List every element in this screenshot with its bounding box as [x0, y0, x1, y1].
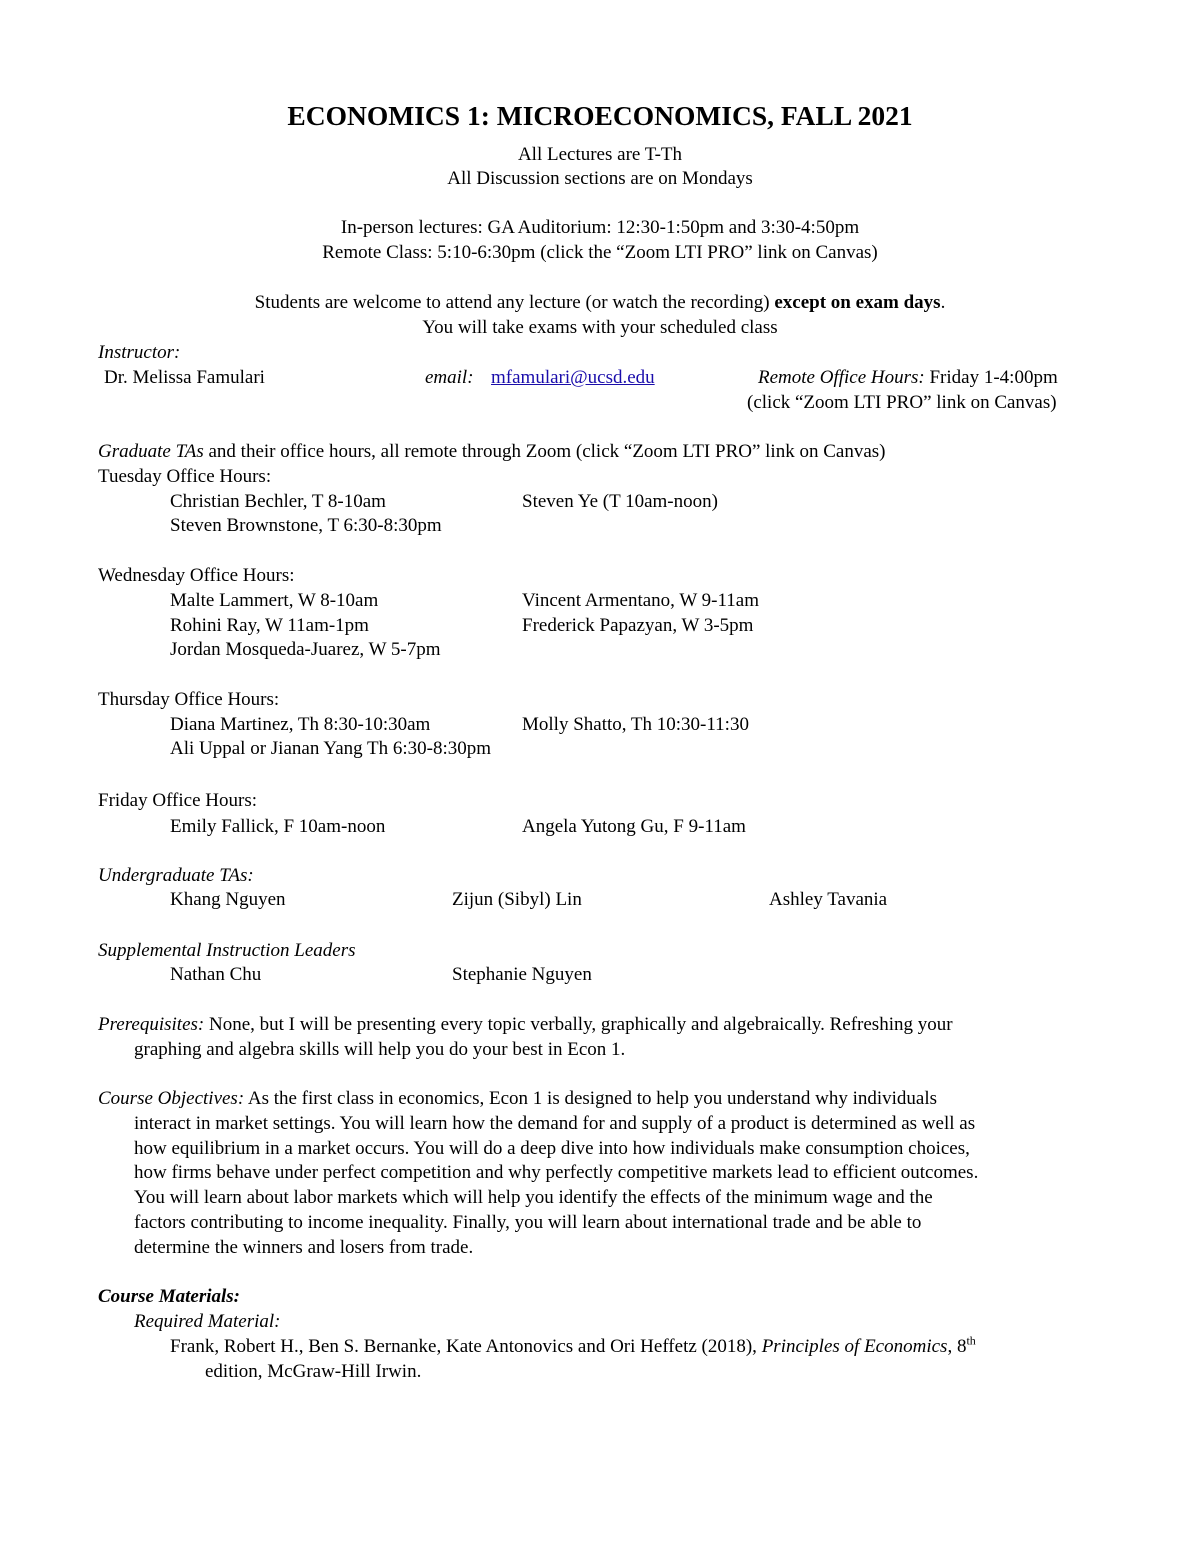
ta-entry: Malte Lammert, W 8-10am	[170, 590, 379, 611]
objectives-line: how equilibrium in a market occurs. You will do a deep dive into how individuals make consumption choices,	[134, 1138, 970, 1159]
objectives-line: interact in market settings. You will learn how the demand for and supply of a product is determined as well as	[134, 1113, 976, 1134]
ta-entry: Molly Shatto, Th 10:30-11:30	[522, 714, 749, 735]
office-hours: Remote Office Hours: Friday 1-4:00pm	[758, 367, 1058, 388]
undergrad-ta: Zijun (Sibyl) Lin	[452, 889, 582, 910]
ta-entry: Ali Uppal or Jianan Yang Th 6:30-8:30pm	[170, 738, 492, 759]
thursday-heading: Thursday Office Hours:	[98, 689, 280, 710]
page-title: ECONOMICS 1: MICROECONOMICS, FALL 2021	[287, 100, 913, 131]
inperson-lectures: In-person lectures: GA Auditorium: 12:30-1:50pm and 3:30-4:50pm	[340, 217, 860, 238]
ta-entry: Christian Bechler, T 8-10am	[170, 491, 386, 512]
textbook-citation-line: edition, McGraw-Hill Irwin.	[205, 1361, 422, 1382]
undergrad-ta: Ashley Tavania	[769, 889, 888, 910]
email-link[interactable]: mfamulari@ucsd.edu	[491, 367, 655, 388]
required-material-label: Required Material:	[134, 1311, 281, 1332]
objectives-line: determine the winners and losers from trade.	[134, 1237, 474, 1258]
friday-heading: Friday Office Hours:	[98, 790, 258, 811]
prerequisites-line: graphing and algebra skills will help you do your best in Econ 1.	[134, 1039, 626, 1060]
objectives-line: You will learn about labor markets which will help you identify the effects of the minimum wage and the	[134, 1187, 933, 1208]
attendance-note: Students are welcome to attend any lecture (or watch the recording) except on exam days.	[254, 292, 946, 313]
lecture-days: All Lectures are T-Th	[517, 144, 683, 165]
ta-entry: Frederick Papazyan, W 3-5pm	[522, 615, 754, 636]
ta-entry: Rohini Ray, W 11am-1pm	[170, 615, 369, 636]
office-hours-note: (click “Zoom LTI PRO” link on Canvas)	[747, 392, 1057, 413]
exam-note: You will take exams with your scheduled class	[422, 317, 778, 338]
grad-tas-intro: Graduate TAs and their office hours, all remote through Zoom (click “Zoom LTI PRO” link on Canvas)	[98, 441, 886, 462]
si-leaders-label: Supplemental Instruction Leaders	[98, 940, 356, 961]
instructor-name: Dr. Melissa Famulari	[104, 367, 265, 388]
prerequisites: Prerequisites: None, but I will be presenting every topic verbally, graphically and algebraically. Refreshing your	[98, 1014, 953, 1035]
ta-entry: Steven Ye (T 10am-noon)	[522, 491, 718, 512]
objectives-line: how firms behave under perfect competition and why perfectly competitive markets lead to efficient outcomes.	[134, 1162, 979, 1183]
tuesday-heading: Tuesday Office Hours:	[98, 466, 272, 487]
objectives-line: factors contributing to income inequality. Finally, you will learn about international trade and be able to	[134, 1212, 922, 1233]
ta-entry: Angela Yutong Gu, F 9-11am	[522, 816, 746, 837]
ta-entry: Jordan Mosqueda-Juarez, W 5-7pm	[170, 639, 441, 660]
si-leader: Nathan Chu	[170, 964, 262, 985]
wednesday-heading: Wednesday Office Hours:	[98, 565, 295, 586]
undergrad-tas-label: Undergraduate TAs:	[98, 865, 254, 886]
ta-entry: Vincent Armentano, W 9-11am	[522, 590, 760, 611]
undergrad-ta: Khang Nguyen	[170, 889, 286, 910]
discussion-days: All Discussion sections are on Mondays	[447, 168, 753, 189]
email-label: email:	[425, 367, 474, 388]
ta-entry: Steven Brownstone, T 6:30-8:30pm	[170, 515, 442, 536]
remote-class: Remote Class: 5:10-6:30pm (click the “Zoom LTI PRO” link on Canvas)	[322, 242, 878, 263]
course-objectives: Course Objectives: As the first class in economics, Econ 1 is designed to help you understand why individuals	[98, 1088, 938, 1109]
textbook-citation: Frank, Robert H., Ben S. Bernanke, Kate Antonovics and Ori Heffetz (2018), Principles of Economics, 8th	[170, 1333, 976, 1357]
instructor-label: Instructor:	[98, 342, 181, 363]
ta-entry: Emily Fallick, F 10am-noon	[170, 816, 386, 837]
ta-entry: Diana Martinez, Th 8:30-10:30am	[170, 714, 431, 735]
si-leader: Stephanie Nguyen	[452, 964, 592, 985]
course-materials-heading: Course Materials:	[98, 1286, 240, 1307]
